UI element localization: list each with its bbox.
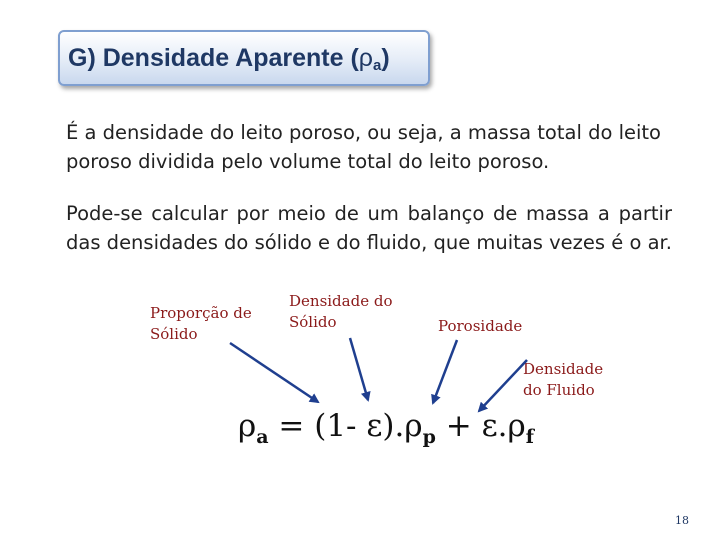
title-subscript: a	[373, 57, 382, 74]
paragraph-definition: É a densidade do leito poroso, ou seja, a massa total do leito poroso dividida pelo volume total do leito poroso.	[66, 121, 661, 173]
label-proporcao-line2: Sólido	[150, 325, 198, 343]
title-prefix: G) Densidade Aparente (	[68, 44, 359, 72]
arrow-dens-fluido	[479, 360, 527, 411]
label-dens-solido-line2: Sólido	[289, 313, 337, 331]
label-dens-fluido-line2: do Fluido	[523, 381, 595, 399]
formula-lhs-sub: a	[256, 426, 269, 448]
paragraph-calculation: Pode-se calcular por meio de um balanço de massa a partir das densidades do sólido e do fluido, que muitas vezes é o ar.	[66, 202, 672, 254]
title-suffix: )	[381, 44, 390, 72]
label-proporcao-line1: Proporção de	[150, 304, 252, 322]
arrow-porosidade	[433, 340, 457, 403]
title-symbol: ρ	[358, 44, 374, 72]
page-number: 18	[675, 514, 689, 527]
label-dens-solido-line1: Densidade do	[289, 292, 393, 310]
formula-mid-sub: p	[422, 426, 436, 448]
arrow-proporcao	[230, 343, 318, 402]
label-porosidade: Porosidade	[438, 317, 523, 335]
formula-lhs: ρ	[238, 408, 257, 444]
arrow-dens-solido	[350, 338, 368, 400]
formula-density	[238, 408, 534, 448]
formula-mid: = (1- ε).ρ	[268, 408, 423, 444]
formula-rhs-sub: f	[525, 426, 534, 448]
label-dens-fluido-line1: Densidade	[523, 360, 604, 378]
formula-rhs: + ε.ρ	[435, 408, 526, 444]
